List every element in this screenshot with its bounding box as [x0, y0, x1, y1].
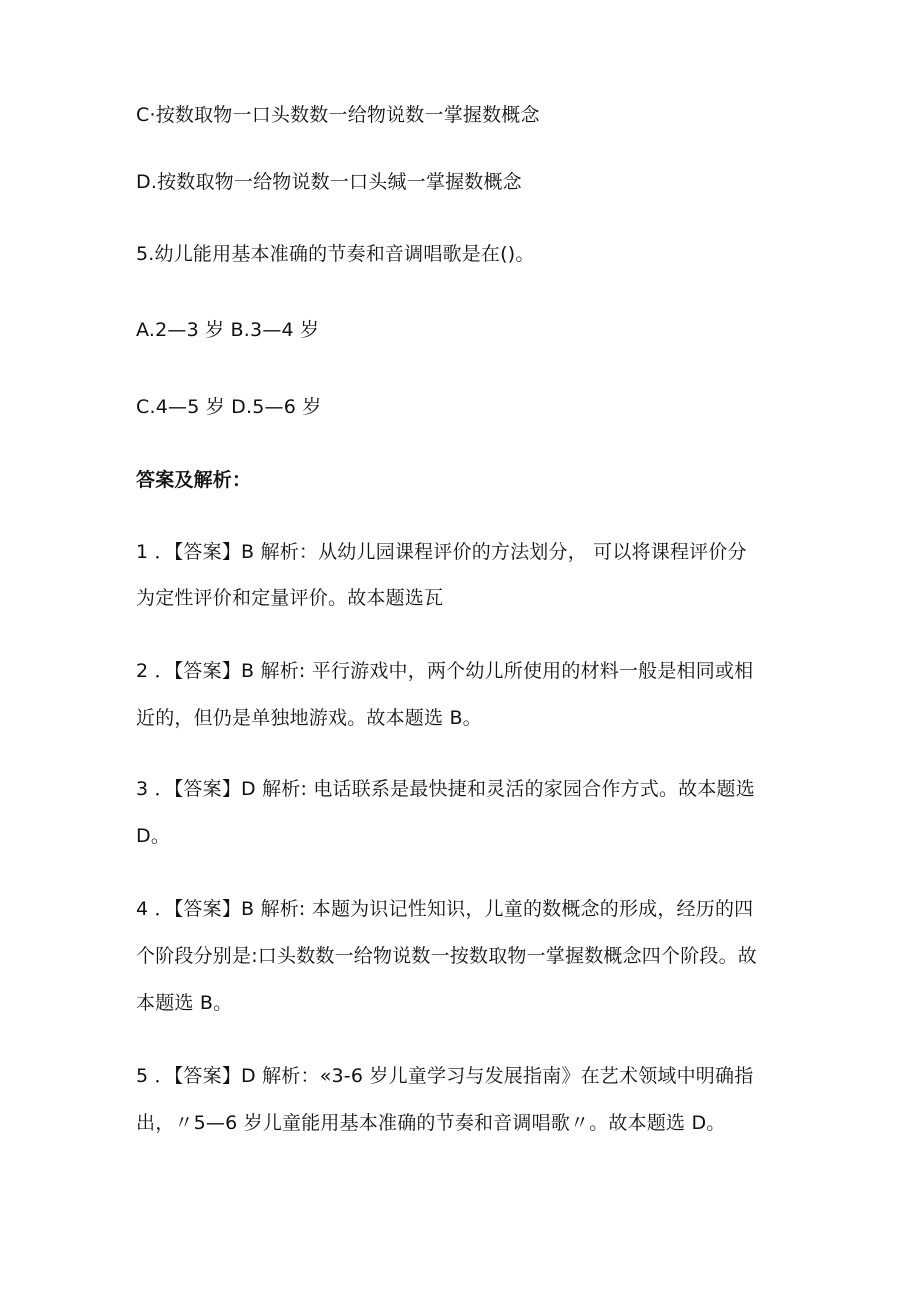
question-5-options-ab: A.2—3 岁 B.3—4 岁: [136, 319, 320, 341]
answer-2-line-1: 2 ．【答案】B 解析: 平行游戏中，两个幼儿所使用的材料一般是相同或相: [136, 660, 754, 682]
answer-2-line-2: 近的，但仍是单独地游戏。故本题选 B。: [136, 707, 482, 729]
answer-5-line-1: 5 ．【答案】D 解析：«3-6 岁儿童学习与发展指南》在艺术领域中明确指: [136, 1065, 754, 1087]
answer-1-line-2: 为定性评价和定量评价。故本题选瓦: [136, 587, 444, 609]
answer-5-line-2: 出，〃5—6 岁儿童能用基本准确的节奏和音调唱歌〃。故本题选 D。: [136, 1112, 726, 1134]
answer-4-line-3: 本题选 B。: [136, 992, 233, 1014]
option-d-q4: D.按数取物一给物说数一口头缄一掌握数概念: [136, 171, 522, 193]
option-c-q4: C·按数取物一口头数数一给物说数一掌握数概念: [136, 104, 540, 126]
answer-3-line-1: 3 ．【答案】D 解析: 电话联系是最快捷和灵活的家园合作方式。故本题选: [136, 778, 755, 800]
question-5-options-cd: C.4—5 岁 D.5—6 岁: [136, 396, 322, 418]
answer-3-line-2: D。: [136, 825, 171, 847]
answer-1-line-1: 1 ．【答案】B 解析：从幼儿园课程评价的方法划分， 可以将课程评价分: [136, 541, 747, 563]
answer-4-line-2: 个阶段分别是:口头数数一给物说数一按数取物一掌握数概念四个阶段。故: [136, 945, 758, 967]
answer-4-line-1: 4 ．【答案】B 解析: 本题为识记性知识，儿童的数概念的形成，经历的四: [136, 898, 754, 920]
answers-heading: 答案及解析：: [136, 469, 252, 491]
question-5-stem: 5.幼儿能用基本准确的节奏和音调唱歌是在()。: [136, 243, 535, 265]
